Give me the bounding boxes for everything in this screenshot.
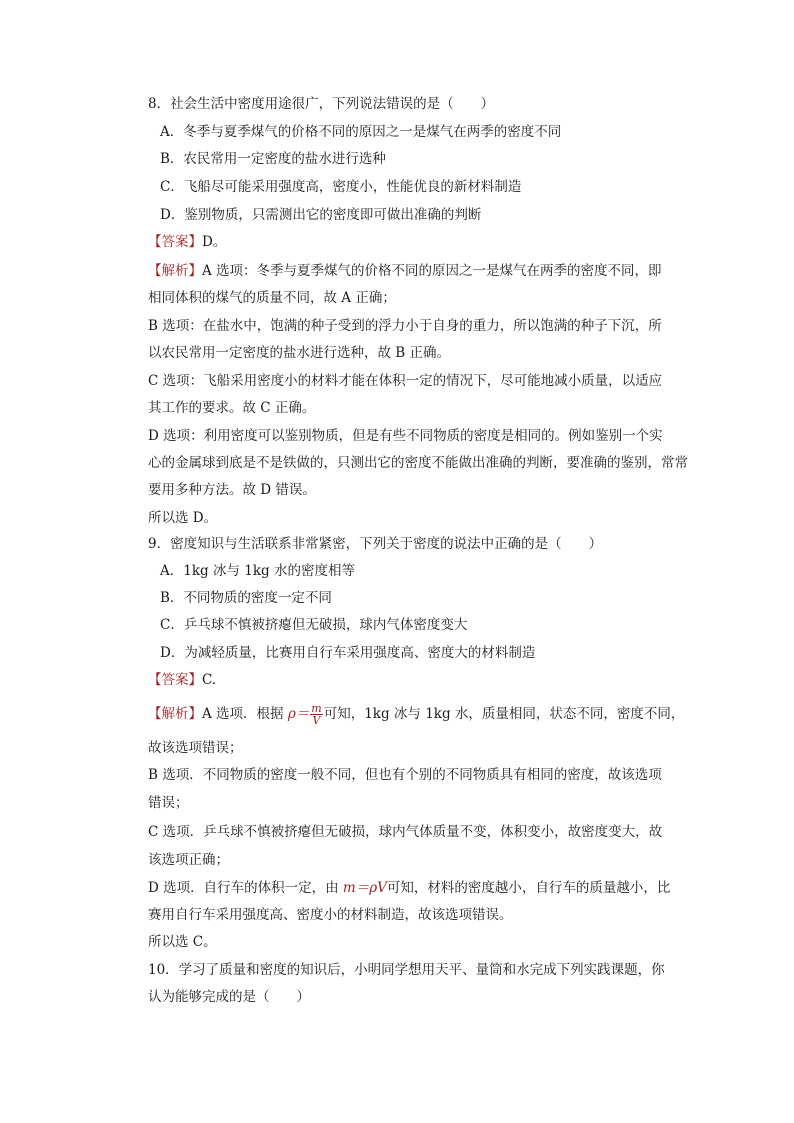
q8-analysis-line-5: C 选项：飞船采用密度小的材料才能在体积一定的情况下，尽可能地减小质量，以适应 [148, 373, 663, 389]
q9-analysis-line-1 [148, 702, 684, 726]
q9-analysis-line-8: 赛用自行车采用强度高、密度小的材料制造，故该选项错误。 [148, 907, 513, 923]
q9-analysis-line-2: 故该选项错误； [148, 740, 243, 756]
q8-analysis-line-4: 以农民常用一定密度的盐水进行选种，故 B 正确。 [148, 345, 451, 361]
q8-analysis-line-6: 其工作的要求。故 C 正确。 [148, 400, 316, 416]
q9-analysis-line-3: B 选项．不同物质的密度一般不同，但也有个别的不同物质具有相同的密度，故该选项 [148, 767, 662, 783]
fraction-denominator: V [312, 714, 321, 727]
q8-conclusion: 所以选 D。 [148, 510, 218, 526]
q8-analysis-line-8: 心的金属球到底是不是铁做的，只测出它的密度不能做出准确的判断，要准确的鉴别，常常 [148, 455, 688, 471]
q9-conclusion: 所以选 C。 [148, 934, 217, 950]
q9-answer-tag: 【答案】 [148, 672, 202, 688]
q9-analysis-line-5: C 选项．乒乓球不慎被挤瘪但无破损，球内气体质量不变，体积变小，故密度变大，故 [148, 824, 663, 840]
q8-option-d: D．鉴别物质，只需测出它的密度即可做出准确的判断 [160, 207, 482, 223]
q9-answer: C. [202, 672, 217, 688]
q9-option-a: A．1kg 冰与 1kg 水的密度相等 [160, 563, 355, 579]
q9-analysis-line-6: 该选项正确； [148, 852, 229, 868]
q9-answer-line [148, 670, 216, 690]
q8-analysis-line-2: 相同体积的煤气的质量不同，故 A 正确； [148, 290, 396, 306]
q9-d-prefix: D 选项．自行车的体积一定，由 [148, 880, 343, 896]
q8-analysis-line-9: 要用多种方法。故 D 错误。 [148, 482, 316, 498]
q9-analysis-line-4: 错误； [148, 795, 189, 811]
q10-stem-line-2: 认为能够完成的是（ ） [148, 989, 310, 1005]
q8-analysis-text-1: A 选项：冬季与夏季煤气的价格不同的原因之一是煤气在两季的密度不同，即 [202, 263, 662, 279]
q9-analysis-line-7 [148, 878, 670, 898]
fraction-numerator: m [311, 702, 322, 715]
q8-stem: 8．社会生活中密度用途很广，下列说法错误的是（ ） [148, 96, 495, 112]
q8-option-a: A．冬季与夏季煤气的价格不同的原因之一是煤气在两季的密度不同 [160, 124, 562, 140]
q9-stem: 9．密度知识与生活联系非常紧密，下列关于密度的说法中正确的是（ ） [148, 536, 603, 552]
q8-analysis-line-1 [148, 261, 662, 281]
mass-formula: m＝ρV [342, 880, 387, 896]
q8-analysis-line-3: B 选项：在盐水中，饱满的种子受到的浮力小于自身的重力，所以饱满的种子下沉，所 [148, 318, 662, 334]
q9-a-suffix: 可知，1kg 冰与 1kg 水，质量相同，状态不同，密度不同， [323, 706, 685, 722]
q8-answer: D。 [202, 234, 227, 250]
q8-option-b: B．农民常用一定密度的盐水进行选种 [160, 151, 386, 167]
q9-option-b: B．不同物质的密度一定不同 [160, 590, 332, 606]
q8-answer-line [148, 232, 226, 252]
q8-answer-tag: 【答案】 [148, 234, 202, 250]
q10-stem-line-1: 10．学习了质量和密度的知识后，小明同学想用天平、量筒和水完成下列实践课题，你 [148, 962, 665, 978]
q8-analysis-line-7: D 选项：利用密度可以鉴别物质，但是有些不同物质的密度是相同的。例如鉴别一个实 [148, 428, 663, 444]
q9-analysis-tag: 【解析】 [148, 706, 202, 722]
q8-analysis-tag: 【解析】 [148, 263, 202, 279]
density-symbol: ρ＝ [287, 706, 310, 722]
q9-option-d: D．为减轻质量，比赛用自行车采用强度高、密度大的材料制造 [160, 645, 536, 661]
q9-a-prefix: A 选项．根据 [202, 706, 288, 722]
q9-d-suffix: 可知，材料的密度越小，自行车的质量越小，比 [386, 880, 671, 896]
density-fraction [310, 703, 322, 726]
q9-option-c: C．乒乓球不慎被挤瘪但无破损，球内气体密度变大 [160, 617, 468, 633]
q8-option-c: C．飞船尽可能采用强度高，密度小，性能优良的新材料制造 [160, 179, 522, 195]
